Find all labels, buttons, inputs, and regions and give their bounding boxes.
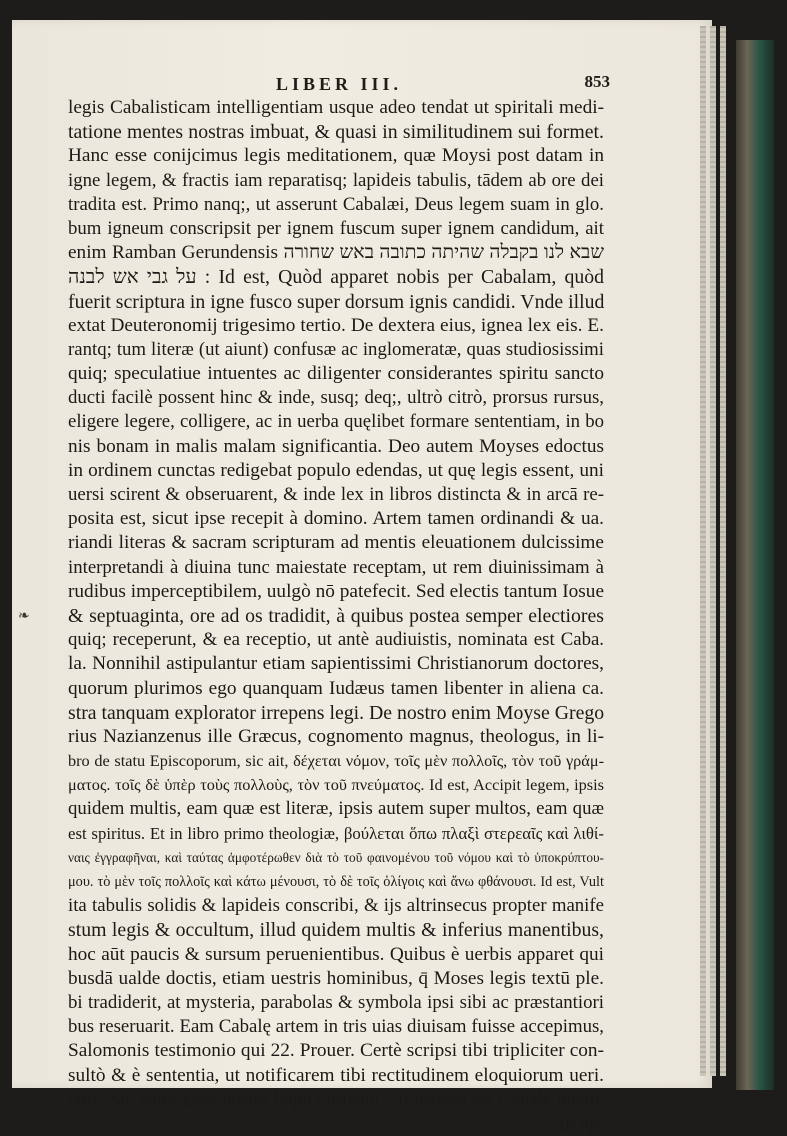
body-text [68, 96, 604, 1136]
text-line: quorum plurimos ego quanquam Iudæus tamen libenter in aliena ca. [68, 677, 604, 699]
text-line: in ordinem cunctas redigebat populo edendas, ut quę legis essent, uni [68, 459, 604, 481]
page-edge [710, 26, 716, 1076]
page-edge [700, 26, 706, 1076]
text-line: rius Nazianzenus ille Græcus, cognomento magnus, theologus, in li- [68, 725, 604, 747]
text-line: extat Deuteronomij trigesimo tertio. De dextera eius, ignea lex eis. E. [68, 314, 604, 336]
text-line: interpretandi à diuina tunc maiestate receptam, ut rem diuinissimam à [68, 556, 604, 578]
text-line: enim Ramban Gerundensis שבא לנו בקבלה שהיתה כתובה באש שחורה [68, 242, 604, 264]
text-line: nis bonam in malis malam significantia. Deo autem Moyses edoctus [68, 435, 604, 457]
text-line: la. Nonnihil astipulantur etiam sapientissimi Christianorum doctores, [68, 653, 604, 675]
text-line: rantq; tum literæ (ut aiunt) confusæ ac inglomeratæ, quas studiosissimi [68, 338, 604, 360]
book-binding [736, 40, 774, 1090]
text-line: bro de statu Episcoporum, sic ait, δέχεται νόμον, τοῖς μὲν πολλοῖς, τὸν τοῦ γράμ- [68, 751, 604, 771]
text-line: fuerit scriptura in igne fusco super dorsum ignis candidi. Vnde illud [68, 290, 605, 313]
text-line: rudibus imperceptibilem, uulgò nō patefecit. Sed electis tantum Iosue [68, 580, 604, 602]
text-line: bi tradiderit, at mysteria, parabolas & symbola ipsi sibi ac præstantiori [68, 991, 604, 1013]
text-line: stum legis & occultum, illud quidem multis & inferius manentibus, [68, 919, 604, 942]
text-line: est spiritus. Et in libro primo theologiæ, βούλεται ὅπω πλαξὶ στερεαῖς καὶ λιθί- [68, 823, 604, 843]
text-line: Salomonis testimonio qui 22. Prouer. Certè scripsi tibi tripliciter con- [68, 1040, 604, 1062]
text-line: quiq; speculatiue intuentes ac diligenter considerantes spiritu sancto [68, 363, 604, 385]
text-line: ita tabulis solidis & lapideis conscribi, & ijs altrinsecus propter manife [68, 895, 604, 917]
text-line: ναις ἐγγραφῆναι, καὶ ταύτας ἀμφοτέρωθεν διὰ τὸ τοῦ φαινομένου τοῦ νόμου καὶ τὸ ὑποκρύπτου- [68, 849, 604, 865]
running-title: LIBER III. [276, 74, 403, 94]
text-line: tatis. Sic enim gens nostra loqui cōsueuit, cū habēda est Cabalę mētio, [68, 1088, 604, 1110]
text-line: posita est, sicut ipse recepit à domino. Artem tamen ordinandi & ua. [68, 508, 604, 530]
text-line: sultò & è sententia, ut notificarem tibi rectitudinem eloquiorum ueri. [68, 1064, 604, 1086]
page-header [140, 70, 610, 96]
text-line: על גבי אש לבנה : Id est, Quòd apparet nobis per Cabalam, quòd [68, 266, 605, 289]
text-line: tradita est. Primo nanq;, ut asserunt Cabalæi, Deus legem suam in glo. [68, 193, 604, 215]
text-line: tatione mentes nostras imbuat, & quasi in similitudinem sui formet. [68, 121, 604, 144]
text-line: uersi scirent & obseruarent, & inde lex in libros distincta & in arcā re- [68, 484, 604, 505]
marginal-mark: ❧ [18, 609, 30, 624]
text-line: bus reseruarit. Eam Cabalę artem in tris uias diuisam fuisse accepimus, [68, 1016, 604, 1038]
folio-number: 853 [584, 72, 610, 91]
text-line: stra tanquam explorator irrepens legi. De nostro enim Moyse Grego [68, 701, 605, 724]
text-line: & septuaginta, ore ad os tradidit, à quibus postea semper electiores [68, 604, 604, 627]
text-line: igne legem, & fractis iam reparatisq; lapideis tabulis, tādem ab ore dei [68, 169, 604, 191]
text-line: μου. τὸ μὲν τοῖς πολλοῖς καὶ κάτω μένουσι, τὸ δὲ τοῖς ὀλίγοις καὶ ἄνω φθάνουσι. Id est, Vult [68, 874, 604, 890]
text-line: riandi literas & sacram scripturam ad mentis eleuationem dulcissime [68, 532, 604, 554]
text-line: quiq; receperunt, & ea receptio, ut antè audiuistis, nominata est Caba. [68, 629, 604, 651]
text-line: ματος. τοῖς δὲ ὑπὲρ τοὺς πολλοὺς, τὸν τοῦ πνεύματος. Id est, Accipit legem, ipsis [68, 775, 604, 795]
text-line: hoc aūt paucis & sursum peruenientibus. Quibus è uerbis apparet qui [68, 943, 604, 965]
text-line: busdā ualde doctis, etiam uestris hominibus, q̄ Moses legis textū ple. [68, 967, 604, 989]
text-line: bum igneum conscripsit per ignem fuscum super ignem candidum, ait [68, 217, 604, 239]
text-line: Hanc esse conijcimus legis meditationem, quæ Moysi post datam in [68, 145, 604, 167]
text-line: legis Cabalisticam intelligentiam usque adeo tendat ut spiritali medi- [68, 97, 604, 118]
page-edge [720, 26, 726, 1076]
text-line: quidem multis, eam quæ est literæ, ipsis autem super multos, eam quæ [68, 798, 604, 820]
text-line: ut ap. [560, 1112, 604, 1135]
text-line: ducti facilè possent hinc & inde, susq; deq;, ultrò citrò, prorsus rursus, [68, 387, 604, 409]
text-line: eligere legere, colligere, ac in uerba quęlibet formare sententiam, in bo [68, 411, 604, 433]
